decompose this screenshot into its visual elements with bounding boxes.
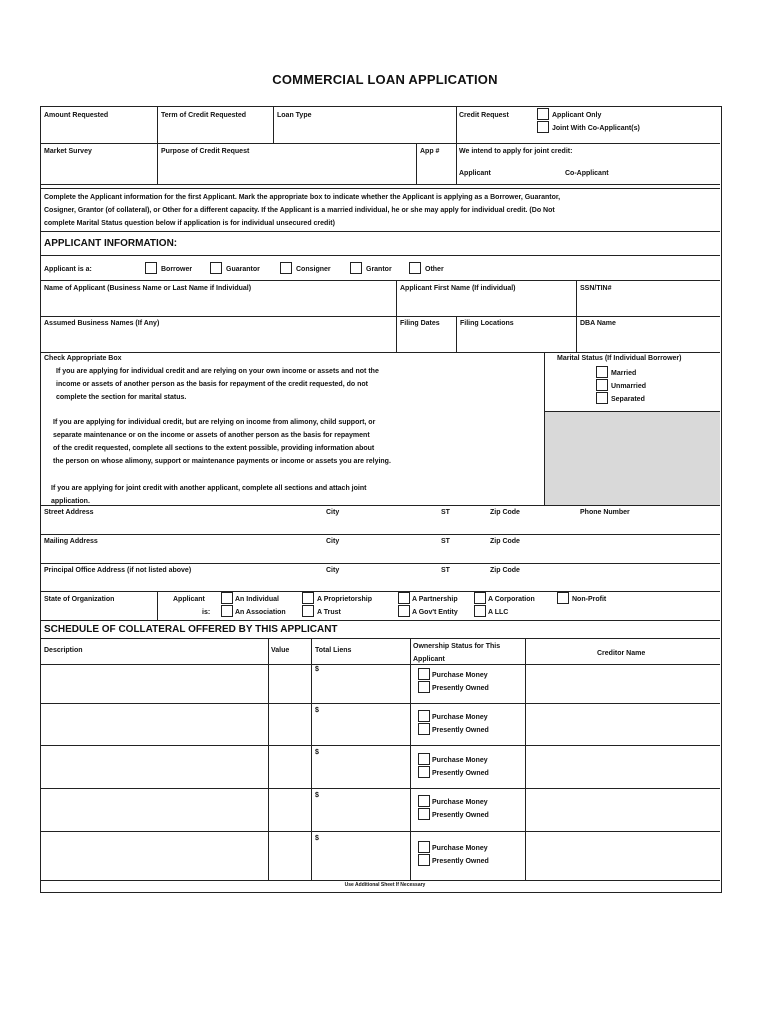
check-box-label: Check Appropriate Box (44, 355, 122, 362)
note-line: If you are applying for individual credit, but are relying on income from alimony, child support, or (53, 419, 376, 426)
total-liens-dollar: $ (315, 749, 319, 756)
purchase-money-checkbox[interactable] (418, 841, 430, 853)
llc-checkbox[interactable] (474, 605, 486, 617)
individual-label: An Individual (235, 596, 279, 603)
ownership-header-line2: Applicant (413, 656, 445, 663)
govt-entity-checkbox[interactable] (398, 605, 410, 617)
applicant-only-checkbox[interactable] (537, 108, 549, 120)
market-survey-field[interactable]: Market Survey (44, 148, 92, 155)
note-line: If you are applying for individual credit and are relying on your own income or assets and not the (56, 368, 379, 375)
shaded-area (545, 412, 720, 505)
non-profit-label: Non-Profit (572, 596, 607, 603)
marital-status-label: Marital Status (If Individual Borrower) (557, 355, 682, 362)
mailing-address-field[interactable]: Mailing Address (44, 538, 98, 545)
phone-field[interactable]: Phone Number (580, 509, 630, 516)
principal-address-field[interactable]: Principal Office Address (if not listed above) (44, 567, 192, 574)
unmarried-checkbox[interactable] (596, 379, 608, 391)
instruction-line: complete Marital Status question below if application is for individual unsecured credit) (44, 220, 335, 227)
corporation-checkbox[interactable] (474, 592, 486, 604)
value-header: Value (271, 647, 290, 654)
note-line: If you are applying for joint credit with another applicant, complete all sections and attach joint (51, 485, 367, 492)
total-liens-dollar: $ (315, 792, 319, 799)
purchase-money-checkbox[interactable] (418, 668, 430, 680)
joint-applicant-signature[interactable]: Applicant (459, 170, 491, 177)
separated-label: Separated (611, 396, 645, 403)
applicant-first-name-field[interactable]: Applicant First Name (If individual) (400, 285, 516, 292)
note-line: the person on whose alimony, support or maintenance payments or income or assets you are relying. (53, 458, 391, 465)
purchase-money-label: Purchase Money (432, 672, 488, 679)
filing-dates-field[interactable]: Filing Dates (400, 320, 440, 327)
total-liens-dollar: $ (315, 707, 319, 714)
joint-label: Joint With Co-Applicant(s) (552, 125, 640, 132)
corporation-label: A Corporation (488, 596, 535, 603)
note-line: separate maintenance or on the income or assets of another person as the basis for repayment (53, 432, 370, 439)
purchase-money-checkbox[interactable] (418, 710, 430, 722)
credit-request-label: Credit Request (459, 112, 509, 119)
borrower-checkbox[interactable] (145, 262, 157, 274)
mailing-st-field[interactable]: ST (441, 538, 450, 545)
individual-checkbox[interactable] (221, 592, 233, 604)
grantor-label: Grantor (366, 266, 392, 273)
amount-requested-field[interactable]: Amount Requested (44, 112, 109, 119)
purchase-money-label: Purchase Money (432, 845, 488, 852)
presently-owned-checkbox[interactable] (418, 808, 430, 820)
presently-owned-checkbox[interactable] (418, 681, 430, 693)
joint-checkbox[interactable] (537, 121, 549, 133)
ssn-field[interactable]: SSN/TIN# (580, 285, 612, 292)
intend-joint-label: We intend to apply for joint credit: (459, 148, 573, 155)
total-liens-dollar: $ (315, 666, 319, 673)
grantor-checkbox[interactable] (350, 262, 362, 274)
is-label: is: (202, 609, 211, 616)
guarantor-label: Guarantor (226, 266, 260, 273)
proprietorship-label: A Proprietorship (317, 596, 372, 603)
term-field[interactable]: Term of Credit Requested (161, 112, 247, 119)
joint-co-applicant-signature[interactable]: Co-Applicant (565, 170, 609, 177)
presently-owned-label: Presently Owned (432, 812, 489, 819)
street-address-field[interactable]: Street Address (44, 509, 94, 516)
description-header: Description (44, 647, 83, 654)
alimony-note (53, 416, 391, 468)
instruction-line: Complete the Applicant information for the first Applicant. Mark the appropriate box to indicate whether the Applicant is applying as a Borrower, Guarantor, (44, 194, 561, 201)
street-zip-field[interactable]: Zip Code (490, 509, 520, 516)
applicant-is-label: Applicant is a: (44, 266, 92, 273)
note-line: complete the section for marital status. (56, 394, 187, 401)
purchase-money-checkbox[interactable] (418, 753, 430, 765)
presently-owned-checkbox[interactable] (418, 766, 430, 778)
applicant-name-field[interactable]: Name of Applicant (Business Name or Last Name if Individual) (44, 285, 252, 292)
presently-owned-checkbox[interactable] (418, 723, 430, 735)
filing-locations-field[interactable]: Filing Locations (460, 320, 514, 327)
creditor-header: Creditor Name (597, 650, 646, 657)
purchase-money-label: Purchase Money (432, 799, 488, 806)
llc-label: A LLC (488, 609, 509, 616)
individual-credit-note (56, 365, 379, 404)
principal-zip-field[interactable]: Zip Code (490, 567, 520, 574)
total-liens-header: Total Liens (315, 647, 352, 654)
consigner-label: Consigner (296, 266, 331, 273)
borrower-label: Borrower (161, 266, 193, 273)
presently-owned-label: Presently Owned (432, 858, 489, 865)
purchase-money-label: Purchase Money (432, 757, 488, 764)
association-label: An Association (235, 609, 286, 616)
presently-owned-label: Presently Owned (432, 727, 489, 734)
govt-entity-label: A Gov't Entity (412, 609, 458, 616)
partnership-label: A Partnership (412, 596, 458, 603)
trust-label: A Trust (317, 609, 341, 616)
applicant-only-label: Applicant Only (552, 112, 602, 119)
presently-owned-checkbox[interactable] (418, 854, 430, 866)
other-checkbox[interactable] (409, 262, 421, 274)
app-number-field[interactable]: App # (420, 148, 440, 155)
guarantor-checkbox[interactable] (210, 262, 222, 274)
mailing-zip-field[interactable]: Zip Code (490, 538, 520, 545)
note-line: of the credit requested, complete all sections to the extent possible, providing information about (53, 445, 375, 452)
street-city-field[interactable]: City (326, 509, 340, 516)
proprietorship-checkbox[interactable] (302, 592, 314, 604)
presently-owned-label: Presently Owned (432, 685, 489, 692)
footer-note: Use Additional Sheet If Necessary (344, 882, 426, 888)
applicant-heading: APPLICANT INFORMATION: (44, 238, 178, 249)
purchase-money-checkbox[interactable] (418, 795, 430, 807)
applicant-org-label: Applicant (173, 596, 205, 603)
married-label: Married (611, 370, 637, 377)
note-line: income or assets of another person as the basis for repayment of the credit requested, do not (56, 381, 368, 388)
ownership-header: Ownership Status for This (413, 643, 501, 650)
dba-name-field[interactable]: DBA Name (580, 320, 616, 327)
purpose-field[interactable]: Purpose of Credit Request (161, 148, 250, 155)
consigner-checkbox[interactable] (280, 262, 292, 274)
collateral-heading: SCHEDULE OF COLLATERAL OFFERED BY THIS APPLICANT (44, 624, 338, 635)
state-org-field[interactable]: State of Organization (44, 596, 115, 603)
total-liens-dollar: $ (315, 835, 319, 842)
assumed-names-field[interactable]: Assumed Business Names (If Any) (44, 320, 160, 327)
instructions (44, 191, 716, 230)
page-title: COMMERCIAL LOAN APPLICATION (272, 72, 498, 87)
non-profit-checkbox[interactable] (557, 592, 569, 604)
other-label: Other (425, 266, 444, 273)
separated-checkbox[interactable] (596, 392, 608, 404)
street-st-field[interactable]: ST (441, 509, 450, 516)
principal-city-field[interactable]: City (326, 567, 340, 574)
married-checkbox[interactable] (596, 366, 608, 378)
trust-checkbox[interactable] (302, 605, 314, 617)
instruction-line: Cosigner, Grantor (of collateral), or Other for a different capacity. If the Applicant is a married individual, he or she may apply for individual credit. (Do Not (44, 207, 555, 214)
loan-type-field[interactable]: Loan Type (277, 112, 312, 119)
mailing-city-field[interactable]: City (326, 538, 340, 545)
purchase-money-label: Purchase Money (432, 714, 488, 721)
association-checkbox[interactable] (221, 605, 233, 617)
unmarried-label: Unmarried (611, 383, 647, 390)
presently-owned-label: Presently Owned (432, 770, 489, 777)
note-line: application. (51, 498, 90, 505)
partnership-checkbox[interactable] (398, 592, 410, 604)
principal-st-field[interactable]: ST (441, 567, 450, 574)
